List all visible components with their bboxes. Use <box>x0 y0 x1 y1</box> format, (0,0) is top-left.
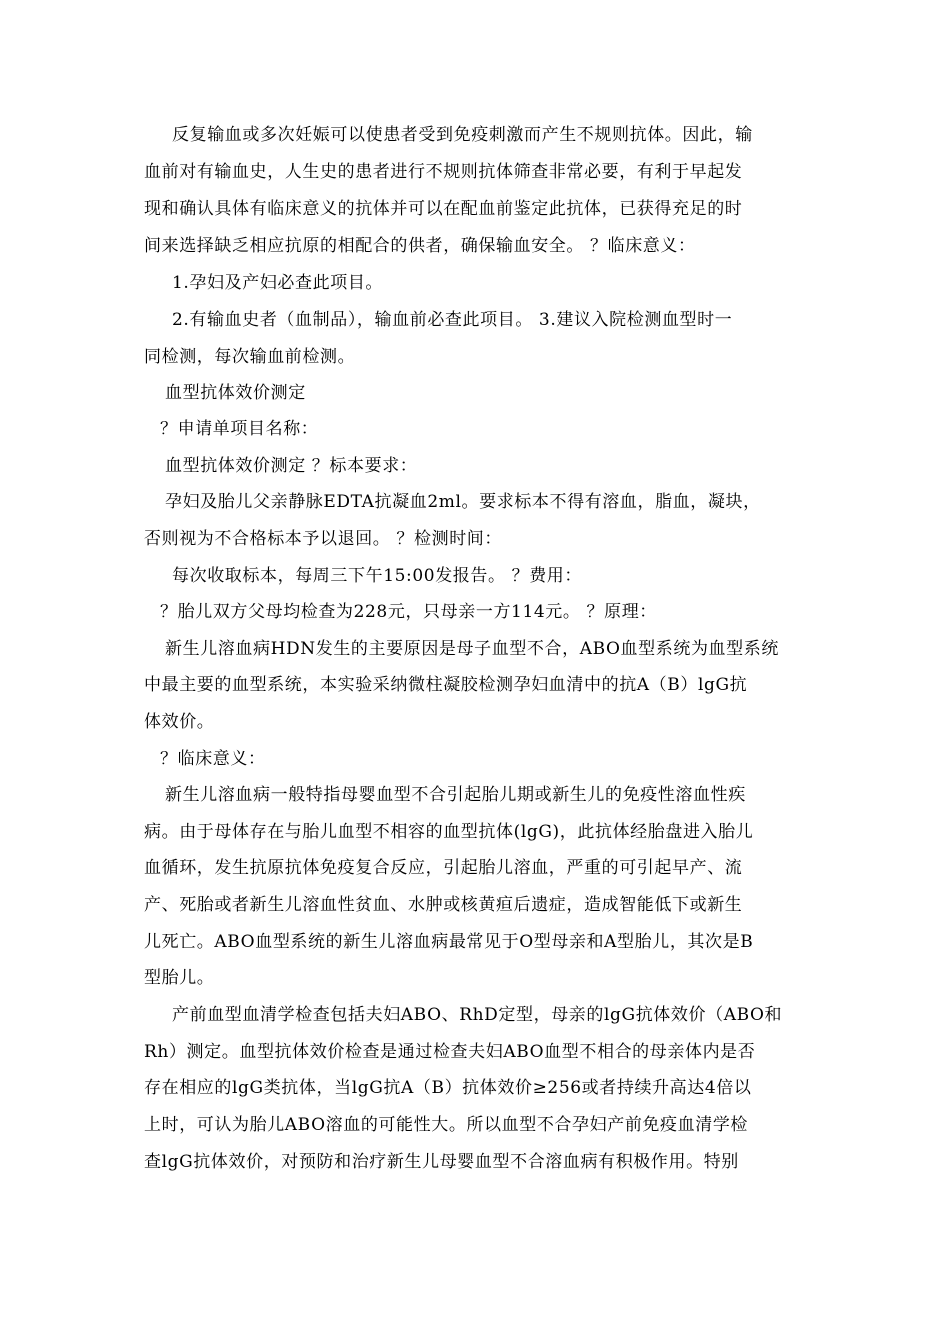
section-heading: 血型抗体效价测定 <box>165 383 306 403</box>
text-line: ？胎儿双方父母均检查为228元，只母亲一方114元。 ？原理： <box>160 602 657 622</box>
text-line: 同检测，每次输血前检测。 <box>144 347 356 367</box>
text-line: 产前血型血清学检查包括夫妇ABO、RhD定型，母亲的lgG抗体效价（ABO和 <box>172 1005 783 1025</box>
text-line: 体效价。 <box>144 712 215 732</box>
text-line: 反复输血或多次妊娠可以使患者受到免疫刺激而产生不规则抗体。因此，输 <box>172 125 753 145</box>
text-line: 血前对有输血史，人生史的患者进行不规则抗体筛查非常必要，有利于早起发 <box>144 162 743 182</box>
text-line: 血型抗体效价测定 ？标本要求： <box>165 456 418 476</box>
text-line: 病。由于母体存在与胎儿血型不相容的血型抗体(lgG)，此抗体经胎盘进入胎儿 <box>144 822 754 842</box>
text-line: 血循环，发生抗原抗体免疫复合反应，引起胎儿溶血，严重的可引起早产、流 <box>144 858 743 878</box>
text-line: 现和确认具体有临床意义的抗体并可以在配血前鉴定此抗体，已获得充足的时 <box>144 199 743 219</box>
text-line: ？申请单项目名称： <box>160 419 319 439</box>
text-line: 每次收取标本，每周三下午15:00发报告。 ？费用： <box>172 566 582 586</box>
text-line: 孕妇及胎儿父亲静脉EDTA抗凝血2ml。要求标本不得有溶血，脂血，凝块， <box>165 492 761 512</box>
text-line: 间来选择缺乏相应抗原的相配合的供者，确保输血安全。 ？临床意义： <box>144 236 696 256</box>
text-line: 2.有输血史者（血制品），输血前必查此项目。 3.建议入院检测血型时一 <box>172 310 733 330</box>
text-line: 中最主要的血型系统，本实验采纳微柱凝胶检测孕妇血清中的抗A（B）lgG抗 <box>144 675 748 695</box>
text-line: 型胎儿。 <box>144 968 215 988</box>
text-line: ？临床意义： <box>160 749 266 769</box>
text-line: Rh）测定。血型抗体效价检查是通过检查夫妇ABO血型不相合的母亲体内是否 <box>144 1042 756 1062</box>
text-line: 否则视为不合格标本予以退回。 ？检测时间： <box>144 529 503 549</box>
text-line: 上时，可认为胎儿ABO溶血的可能性大。所以血型不合孕妇产前免疫血清学检 <box>144 1115 749 1135</box>
text-line: 1.孕妇及产妇必查此项目。 <box>172 273 384 293</box>
text-line: 产、死胎或者新生儿溶血性贫血、水肿或核黄疸后遗症，造成智能低下或新生 <box>144 895 743 915</box>
text-line: 新生儿溶血病HDN发生的主要原因是母子血型不合，ABO血型系统为血型系统 <box>165 639 779 659</box>
text-line: 儿死亡。ABO血型系统的新生儿溶血病最常见于O型母亲和A型胎儿，其次是B <box>144 932 754 952</box>
text-line: 新生儿溶血病一般特指母婴血型不合引起胎儿期或新生儿的免疫性溶血性疾 <box>165 785 746 805</box>
text-line: 存在相应的lgG类抗体，当lgG抗A（B）抗体效价≥256或者持续升高达4倍以 <box>144 1078 752 1098</box>
text-line: 查lgG抗体效价，对预防和治疗新生儿母婴血型不合溶血病有积极作用。特别 <box>144 1152 739 1172</box>
